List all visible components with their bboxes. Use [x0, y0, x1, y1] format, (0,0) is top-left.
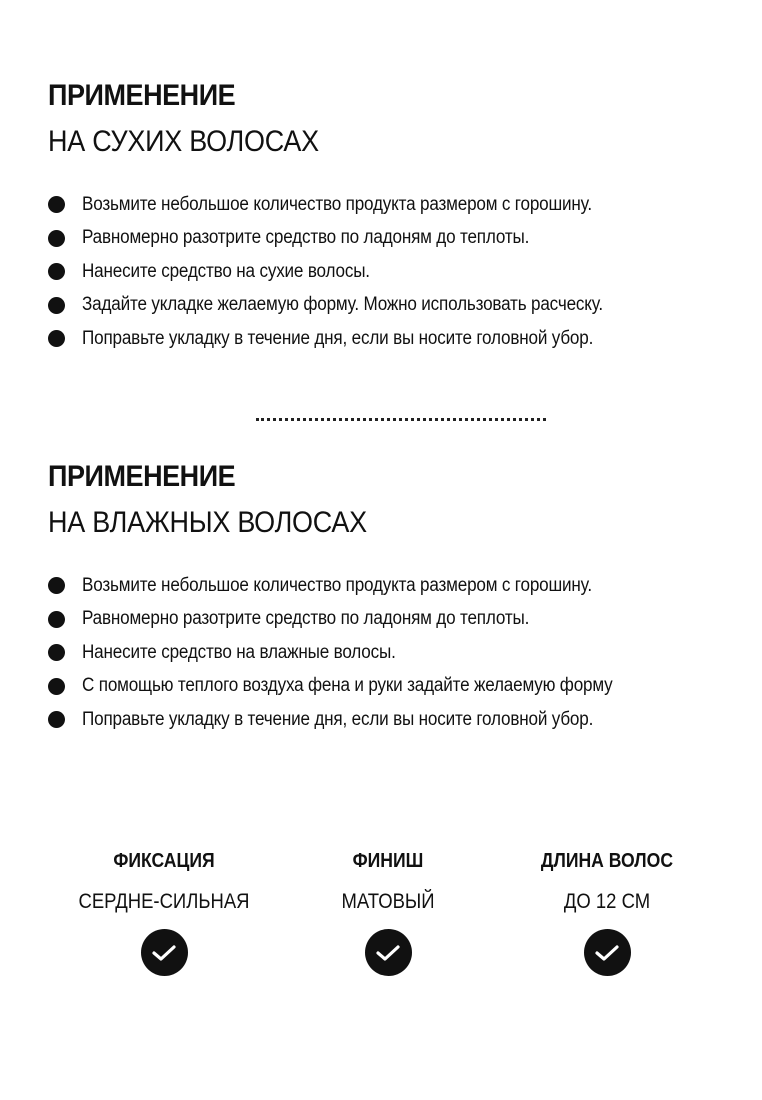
list-item [48, 289, 728, 323]
bullet-icon [48, 678, 65, 695]
check-circle-icon [365, 929, 412, 976]
section-title-subtitle: НА ВЛАЖНЫХ ВОЛОСАХ [48, 506, 367, 539]
attribute-value: СЕРДНЕ-СИЛЬНАЯ [78, 890, 250, 913]
bullet-icon [48, 644, 65, 661]
step-text: Возьмите небольшое количество продукта размером с горошину. [82, 193, 592, 215]
attribute-finish [278, 846, 498, 976]
attribute-value: ДО 12 СМ [563, 890, 651, 913]
step-text: Поправьте укладку в течение дня, если вы носите головной убор. [82, 327, 594, 349]
list-item [48, 670, 728, 704]
list-item [48, 188, 728, 222]
attribute-label: ФИНИШ [352, 850, 424, 872]
bullet-icon [48, 330, 65, 347]
step-text: Нанесите средство на влажные волосы. [82, 641, 396, 663]
step-text: Нанесите средство на сухие волосы. [82, 260, 370, 282]
step-text: Поправьте укладку в течение дня, если вы носите головной убор. [82, 708, 594, 730]
check-circle-icon [141, 929, 188, 976]
list-item [48, 703, 728, 737]
step-text: С помощью теплого воздуха фена и руки задайте желаемую форму [82, 675, 613, 697]
attribute-hair-length [497, 846, 717, 976]
bullet-icon [48, 577, 65, 594]
section-dry-hair [48, 78, 728, 356]
section-title-subtitle: НА СУХИХ ВОЛОСАХ [48, 125, 319, 158]
steps-list [48, 188, 728, 356]
step-text: Задайте укладке желаемую форму. Можно использовать расческу. [82, 294, 604, 316]
list-item [48, 569, 728, 603]
product-attributes [0, 846, 762, 986]
section-title-bold: ПРИМЕНЕНИЕ [48, 79, 236, 112]
step-text: Равномерно разотрите средство по ладоням до теплоты. [82, 608, 530, 630]
list-item [48, 636, 728, 670]
bullet-icon [48, 263, 65, 280]
step-text: Равномерно разотрите средство по ладоням до теплоты. [82, 227, 530, 249]
dotted-divider [256, 418, 546, 421]
bullet-icon [48, 196, 65, 213]
list-item [48, 322, 728, 356]
attribute-label: ФИКСАЦИЯ [113, 850, 215, 872]
section-wet-hair [48, 459, 728, 737]
list-item [48, 222, 728, 256]
list-item [48, 603, 728, 637]
step-text: Возьмите небольшое количество продукта размером с горошину. [82, 574, 592, 596]
attribute-fixation [54, 846, 274, 976]
check-circle-icon [584, 929, 631, 976]
attribute-value: МАТОВЫЙ [341, 890, 435, 913]
bullet-icon [48, 711, 65, 728]
bullet-icon [48, 230, 65, 247]
steps-list [48, 569, 728, 737]
section-title-bold: ПРИМЕНЕНИЕ [48, 460, 236, 493]
list-item [48, 255, 728, 289]
bullet-icon [48, 297, 65, 314]
attribute-label: ДЛИНА ВОЛОС [540, 850, 674, 872]
bullet-icon [48, 611, 65, 628]
